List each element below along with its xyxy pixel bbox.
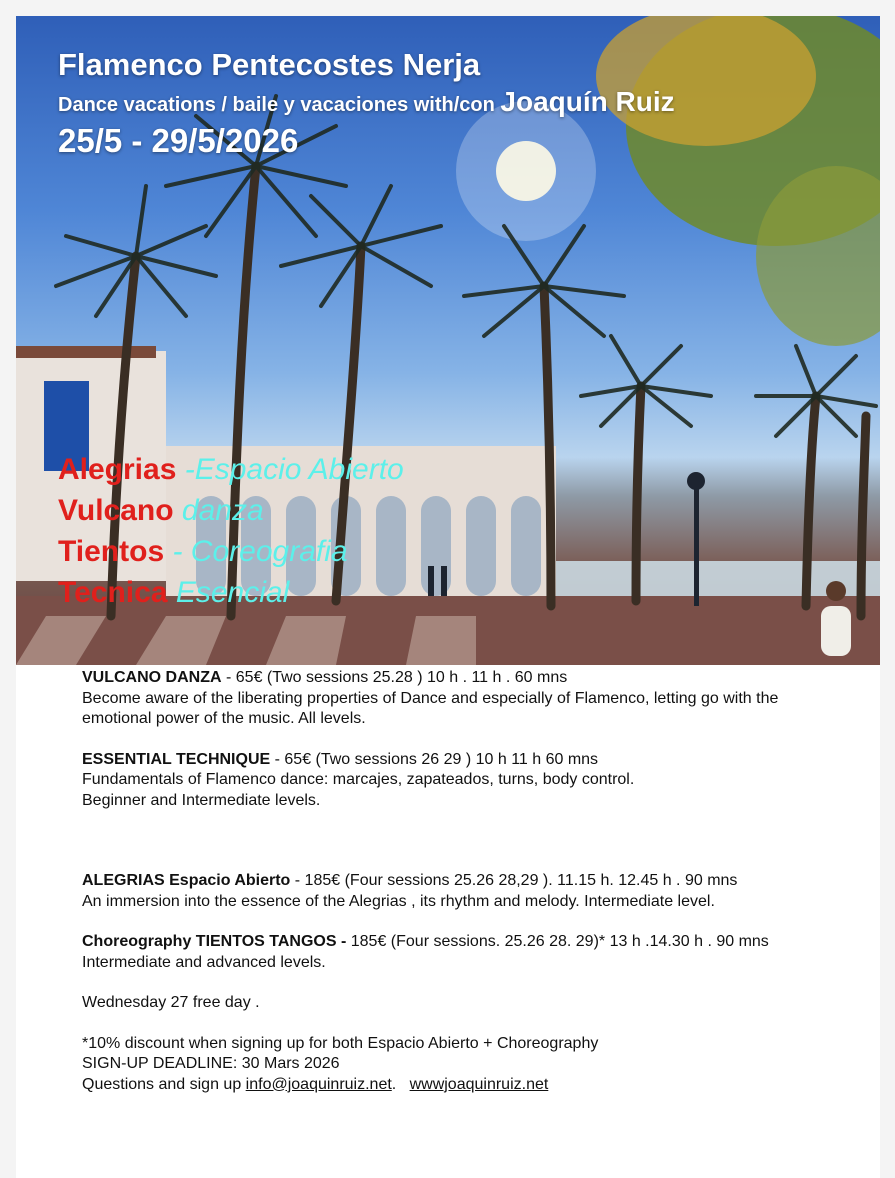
course-name: Tientos [58,535,165,568]
course-item [58,531,404,572]
course-subtitle: danza [181,494,264,527]
vulcano-description: Become aware of the liberating properties of Dance and especially of Flamenco, letting go with the emotional power of the music. All levels. [82,689,779,727]
alegrias-heading: ALEGRIAS Espacio Abierto [82,872,291,889]
vulcano-details: - 65€ (Two sessions 25.28 ) 10 h . 11 h . 60 mns [221,669,568,686]
course-name: Alegrias [58,453,177,486]
technique-levels: Beginner and Intermediate levels. [82,791,321,809]
page-title: Flamenco Pentecostes Nerja [58,47,481,82]
alegrias-description: An immersion into the essence of the Alegrias , its rhythm and melody. Intermediate level. [82,892,715,910]
vulcano-heading: VULCANO DANZA [82,669,222,686]
page-subtitle [58,88,675,119]
course-list [58,449,404,613]
course-name: Vulcano [58,494,174,527]
website-link[interactable]: wwwjoaquinruiz.net [409,1075,549,1093]
alegrias-section [82,871,802,912]
free-day-note: Wednesday 27 free day . [82,994,260,1011]
questions-label: Questions and sign up [82,1075,242,1093]
signup-info [82,1034,802,1096]
course-subtitle: -Espacio Abierto [184,453,404,486]
spacer [82,831,802,871]
period: . [391,1075,397,1093]
course-subtitle: - Coreografia [172,535,348,568]
teacher-name: Joaquín Ruiz [500,86,675,117]
technique-description: Fundamentals of Flamenco dance: marcajes, zapateados, turns, body control. [82,771,635,788]
alegrias-details: - 185€ (Four sessions 25.26 28,29 ). 11.15 h. 12.45 h . 90 mns [290,872,738,889]
email-link[interactable]: info@joaquinruiz.net [245,1075,392,1093]
choreography-heading: Choreography TIENTOS TANGOS - [82,933,347,950]
technique-details: - 65€ (Two sessions 26 29 ) 10 h 11 h 60 mns [270,750,599,768]
choreography-section [82,932,802,973]
discount-note: *10% discount when signing up for both Espacio Abierto + Choreography [82,1034,599,1052]
hero-heading-block [58,46,675,161]
subtitle-prefix: Dance vacations / baile y vacaciones with/con [58,94,495,116]
course-details [82,668,802,1115]
choreography-details: 185€ (Four sessions. 25.26 28. 29)* 13 h .14.30 h . 90 mns Intermediate and advanced levels. [82,933,769,971]
course-item [58,449,404,490]
course-item [58,572,404,613]
deadline-note: SIGN-UP DEADLINE: 30 Mars 2026 [82,1055,340,1072]
event-dates: 25/5 - 29/5/2026 [58,122,299,159]
technique-heading: ESSENTIAL TECHNIQUE [82,750,271,768]
technique-section [82,750,802,812]
hero-photo [16,16,880,665]
course-item [58,490,404,531]
course-name: Tecnica [58,576,168,609]
vulcano-section [82,668,802,730]
course-subtitle: Esencial [175,576,290,609]
